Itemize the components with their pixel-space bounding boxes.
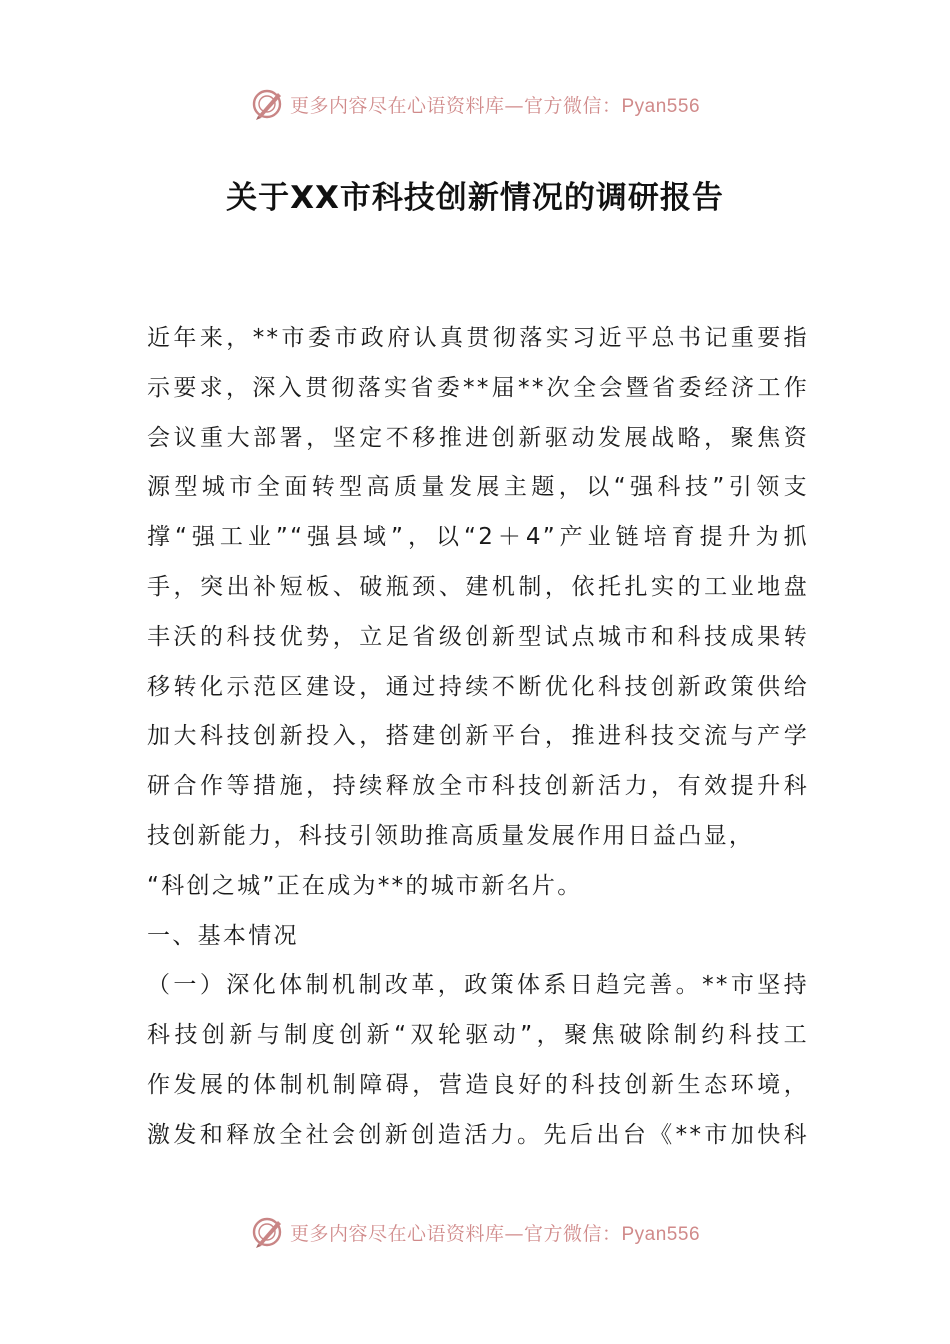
document-title: 关于XX市科技创新情况的调研报告 bbox=[226, 180, 724, 216]
body-line: 科技创新与制度创新“双轮驱动”，聚焦破除制约科技工 bbox=[147, 1022, 809, 1049]
watermark-text: 更多内容尽在心语资料库—官方微信：Pyan556 bbox=[289, 94, 701, 117]
document-body bbox=[147, 314, 809, 1161]
body-line: 撑“强工业”“强县域”，以“2＋4”产业链培育提升为抓 bbox=[147, 524, 809, 551]
watermark-footer bbox=[0, 1212, 950, 1252]
body-line: 加大科技创新投入，搭建创新平台，推进科技交流与产学 bbox=[147, 723, 809, 750]
body-line: 示要求，深入贯彻落实省委**届**次全会暨省委经济工作 bbox=[147, 374, 809, 401]
watermark-header bbox=[0, 84, 950, 124]
pen-logo-icon bbox=[250, 1214, 286, 1250]
section-heading: 一、基本情况 bbox=[147, 922, 299, 949]
body-line: 会议重大部署，坚定不移推进创新驱动发展战略，聚焦资 bbox=[147, 424, 809, 451]
body-line: 研合作等措施，持续释放全市科技创新活力，有效提升科 bbox=[147, 773, 809, 800]
body-line: 手，突出补短板、破瓶颈、建机制，依托扎实的工业地盘 bbox=[147, 573, 809, 600]
body-line: 近年来，**市委市政府认真贯彻落实习近平总书记重要指 bbox=[147, 325, 809, 351]
body-line: 技创新能力，科技引领助推高质量发展作用日益凸显， bbox=[147, 822, 755, 849]
watermark-text: 更多内容尽在心语资料库—官方微信：Pyan556 bbox=[289, 1222, 701, 1245]
body-line: （一）深化体制机制改革，政策体系日趋完善。**市坚持 bbox=[147, 972, 809, 999]
pen-logo-icon bbox=[250, 86, 286, 122]
body-line: 激发和释放全社会创新创造活力。先后出台《**市加快科 bbox=[147, 1121, 809, 1148]
body-line: 作发展的体制机制障碍，营造良好的科技创新生态环境， bbox=[147, 1071, 809, 1098]
body-line: 源型城市全面转型高质量发展主题，以“强科技”引领支 bbox=[147, 474, 809, 501]
body-line: 丰沃的科技优势，立足省级创新型试点城市和科技成果转 bbox=[147, 623, 809, 650]
body-line: 移转化示范区建设，通过持续不断优化科技创新政策供给 bbox=[147, 673, 809, 700]
body-line: “科创之城”正在成为**的城市新名片。 bbox=[147, 872, 583, 899]
